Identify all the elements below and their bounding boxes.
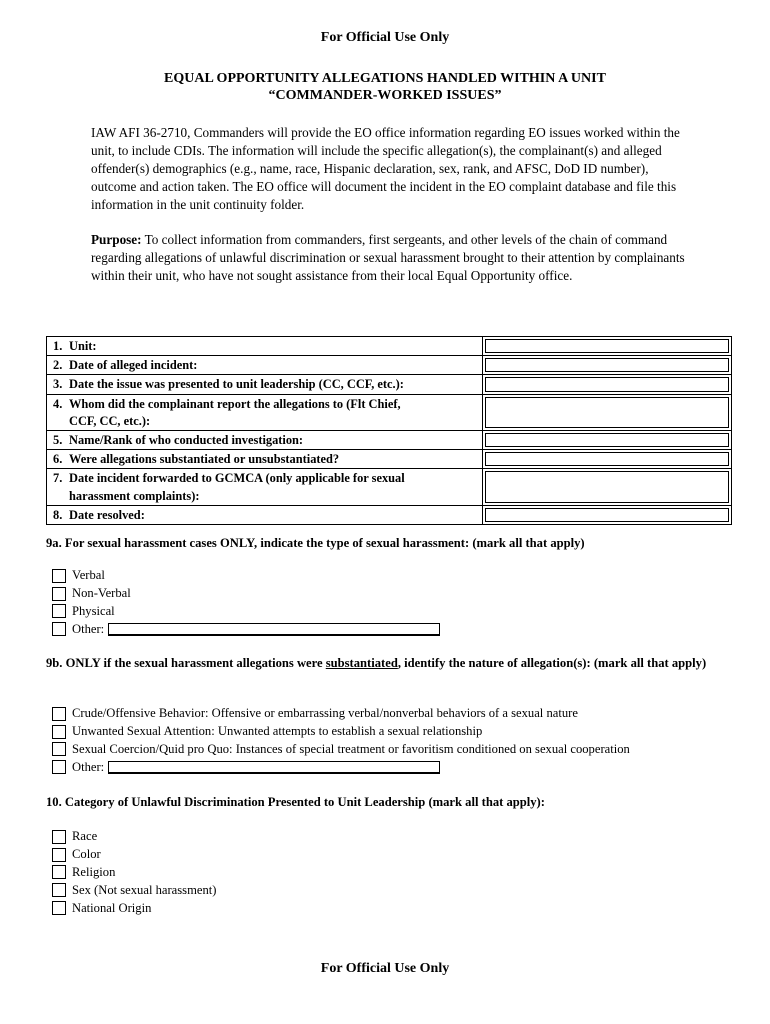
- purpose-label: Purpose:: [91, 232, 142, 247]
- option-other: [52, 758, 630, 776]
- field-number: 7.: [53, 471, 63, 486]
- verbal-checkbox[interactable]: [52, 569, 66, 583]
- form-title-line2: “COMMANDER-WORKED ISSUES”: [268, 88, 502, 103]
- field-number: 4.: [53, 396, 63, 411]
- field-text: Date of alleged incident:: [69, 358, 198, 373]
- field-text: Name/Rank of who conducted investigation:: [69, 433, 304, 448]
- other-checkbox[interactable]: [52, 622, 66, 636]
- option-non-verbal: [52, 585, 440, 603]
- national-origin-checkbox[interactable]: [52, 901, 66, 915]
- option-label: Race: [72, 829, 98, 844]
- resolved-date-input[interactable]: [483, 505, 732, 524]
- question-9b-emphasis: substantiated: [325, 656, 398, 670]
- option-label: Color: [72, 847, 101, 862]
- reported-to-input[interactable]: [483, 394, 732, 430]
- option-unwanted-attention: [52, 723, 630, 741]
- question-10: 10. Category of Unlawful Discrimination Presented to Unit Leadership (mark all that apply):: [46, 795, 545, 809]
- field-label: [47, 375, 483, 394]
- intro-paragraph: IAW AFI 36-2710, Commanders will provide the EO office information regarding EO issues worked within the unit, to include CDIs. The information will include the specific allegation(s), the complainant(s) and alleged offender(s) demographics (e.g., name, race, Hispanic declaration, sex, rank, and AFSC, DoD ID number), outcome and action taken. The EO office will document the incident in the EO complaint database and file this information in the unit continuity folder.: [91, 125, 680, 212]
- sexual-coercion-checkbox[interactable]: [52, 742, 66, 756]
- field-number: 1.: [53, 339, 63, 353]
- field-label: [47, 356, 483, 375]
- race-checkbox[interactable]: [52, 830, 66, 844]
- gcmca-date-input[interactable]: [483, 469, 732, 505]
- field-row-resolved-date: [47, 505, 732, 524]
- option-race: [52, 828, 216, 846]
- field-text: Were allegations substantiated or unsubstantiated?: [69, 452, 340, 467]
- option-color: [52, 846, 216, 864]
- field-text-continued: harassment complaints):: [69, 488, 200, 503]
- question-9a: 9a. For sexual harassment cases ONLY, indicate the type of sexual harassment: (mark all that apply): [46, 536, 585, 550]
- religion-checkbox[interactable]: [52, 865, 66, 879]
- unit-input[interactable]: [483, 337, 732, 356]
- crude-behavior-checkbox[interactable]: [52, 707, 66, 721]
- field-label: [47, 505, 483, 524]
- option-label: Religion: [72, 864, 116, 879]
- field-number: 6.: [53, 452, 63, 467]
- color-checkbox[interactable]: [52, 848, 66, 862]
- field-row-presented-date: [47, 375, 732, 394]
- option-verbal: [52, 567, 440, 585]
- field-text: Date resolved:: [69, 507, 145, 522]
- fouo-footer: For Official Use Only: [320, 961, 450, 976]
- unwanted-attention-checkbox[interactable]: [52, 725, 66, 739]
- other-checkbox[interactable]: [52, 760, 66, 774]
- option-label: Verbal: [72, 568, 105, 583]
- form-title-line1: EQUAL OPPORTUNITY ALLEGATIONS HANDLED WITHIN A UNIT: [164, 71, 606, 86]
- option-label: Other:: [72, 621, 105, 636]
- field-row-gcmca-date: [47, 469, 732, 505]
- substantiated-input[interactable]: [483, 450, 732, 469]
- other-text-field[interactable]: [108, 623, 440, 636]
- option-sexual-coercion: [52, 741, 630, 759]
- field-row-unit: [47, 337, 732, 356]
- field-number: 5.: [53, 433, 63, 448]
- question-9b-text: 9b. ONLY if the sexual harassment allegations were: [46, 656, 326, 670]
- question-9b: [46, 655, 736, 673]
- option-label: Other:: [72, 759, 105, 774]
- non-verbal-checkbox[interactable]: [52, 587, 66, 601]
- field-text-continued: CCF, CC, etc.):: [69, 413, 151, 428]
- discrimination-category-checklist: [52, 828, 216, 917]
- option-label: National Origin: [72, 900, 152, 915]
- option-label: Sex (Not sexual harassment): [72, 882, 217, 897]
- presented-date-input[interactable]: [483, 375, 732, 394]
- field-label: [47, 337, 483, 356]
- field-text: Date incident forwarded to GCMCA (only applicable for sexual: [69, 471, 405, 486]
- option-label: Crude/Offensive Behavior: Offensive or embarrassing verbal/nonverbal behaviors of a sexual nature: [72, 706, 578, 721]
- option-label: Sexual Coercion/Quid pro Quo: Instances of special treatment or favoritism conditioned on sexual cooperation: [72, 741, 630, 756]
- option-label: Non-Verbal: [72, 586, 131, 601]
- field-label: [47, 450, 483, 469]
- other-text-field[interactable]: [108, 761, 440, 774]
- field-text: Unit:: [69, 339, 97, 353]
- field-number: 3.: [53, 377, 63, 392]
- option-national-origin: [52, 899, 216, 917]
- option-sex: [52, 881, 216, 899]
- fouo-header: For Official Use Only: [320, 30, 450, 45]
- field-text: Date the issue was presented to unit leadership (CC, CCF, etc.):: [69, 377, 404, 392]
- option-label: Unwanted Sexual Attention: Unwanted attempts to establish a sexual relationship: [72, 724, 483, 739]
- field-row-substantiated: [47, 450, 732, 469]
- field-label: [47, 469, 483, 505]
- purpose-paragraph: [91, 231, 691, 285]
- question-9b-text-end: , identify the nature of allegation(s): (mark all that apply): [397, 656, 707, 670]
- investigator-input[interactable]: [483, 431, 732, 450]
- purpose-text: To collect information from commanders, first sergeants, and other levels of the chain of command regarding allegations of unlawful discrimination or sexual harassment brought to their attention by complainants within their unit, who have not sought assistance from their local Equal Opportunity office.: [91, 232, 685, 283]
- field-text: Whom did the complainant report the allegations to (Flt Chief,: [69, 396, 401, 411]
- incident-date-input[interactable]: [483, 356, 732, 375]
- physical-checkbox[interactable]: [52, 604, 66, 618]
- field-row-incident-date: [47, 356, 732, 375]
- field-label: [47, 394, 483, 430]
- field-label: [47, 431, 483, 450]
- incident-fields-table: [46, 336, 732, 525]
- harassment-type-checklist: [52, 567, 440, 638]
- allegation-nature-checklist: [52, 705, 630, 776]
- sex-checkbox[interactable]: [52, 883, 66, 897]
- option-label: Physical: [72, 603, 115, 618]
- option-religion: [52, 864, 216, 882]
- option-crude-behavior: [52, 705, 630, 723]
- option-physical: [52, 603, 440, 621]
- field-number: 8.: [53, 507, 63, 522]
- option-other: [52, 620, 440, 638]
- field-row-investigator: [47, 431, 732, 450]
- field-row-reported-to: [47, 394, 732, 430]
- field-number: 2.: [53, 358, 63, 373]
